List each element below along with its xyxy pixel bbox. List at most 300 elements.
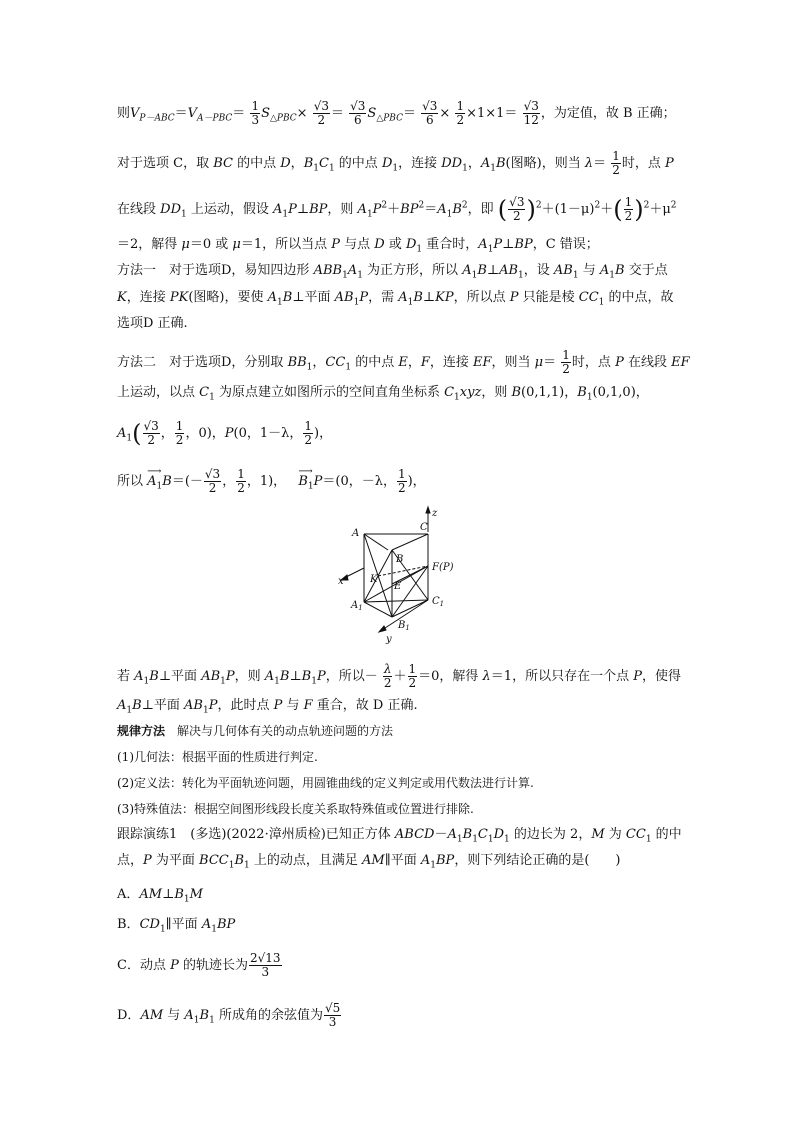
text: 选项D 正确.: [117, 316, 188, 331]
subscript: 1: [126, 705, 133, 716]
denominator: 2: [408, 676, 417, 690]
arrow-icon: ⟶: [298, 466, 313, 477]
text: ，: [222, 474, 236, 489]
line-15: [117, 748, 318, 766]
text: A: [347, 263, 358, 278]
subscript: 1: [487, 244, 494, 255]
text: B⊥B: [279, 669, 312, 684]
text: AM: [140, 1008, 164, 1023]
line-4: [117, 236, 599, 254]
text: DD: [160, 202, 181, 217]
subscript: 1: [472, 834, 478, 845]
text: A: [478, 237, 488, 252]
text: A: [184, 1008, 194, 1023]
text: EF: [473, 355, 492, 370]
denominator: 2: [304, 433, 313, 447]
fraction: [408, 663, 418, 690]
text: D: [493, 827, 505, 842]
text: ＝(0，－λ，: [322, 474, 396, 489]
text: V: [187, 106, 198, 121]
text: P: [170, 958, 179, 973]
subscript: 1: [462, 163, 468, 174]
denominator: 2: [147, 433, 155, 447]
text: μ: [181, 237, 190, 252]
subscript: 1: [307, 481, 314, 492]
text: ABCD: [394, 827, 435, 842]
text: D: [374, 237, 385, 252]
option-d: [117, 1002, 342, 1029]
text: ，则下列结论正确的是( ): [454, 853, 621, 868]
text: 时，点: [621, 156, 666, 171]
line-2: [117, 150, 674, 177]
denominator: 2: [208, 481, 217, 495]
label-e: E: [394, 581, 402, 592]
text: ，此时点: [217, 698, 274, 713]
subscript: 1: [345, 362, 352, 373]
text: D: [280, 156, 291, 171]
text: μ: [534, 355, 544, 370]
text: A: [264, 669, 275, 684]
text: xyz: [459, 385, 482, 400]
fraction: [236, 468, 246, 495]
text: ，: [312, 355, 326, 370]
fraction: [324, 1002, 341, 1029]
numerator: 1: [456, 99, 465, 113]
text: ，0)，: [185, 426, 225, 441]
y-axis-arrow-icon: [379, 626, 386, 632]
fraction: [249, 952, 282, 979]
text: 在线段: [117, 202, 161, 217]
text: (0，1－λ，: [233, 426, 303, 441]
subscript: △PBC: [269, 113, 297, 124]
superscript: 2: [594, 200, 601, 211]
subscript: 1: [454, 392, 460, 403]
subscript: 1: [306, 362, 313, 373]
vector-a1b: [147, 466, 172, 492]
text: 的中点: [334, 156, 382, 171]
text: B: [199, 1008, 210, 1023]
line-11: [117, 468, 426, 495]
fraction: [397, 468, 407, 495]
text: (1)几何法：根据平面的性质进行判定.: [117, 750, 318, 764]
text: 解决与几何体有关的动点轨迹问题的方法: [165, 724, 394, 738]
denominator: 2: [175, 433, 184, 447]
numerator: 1: [304, 419, 313, 433]
text: B: [462, 827, 473, 842]
line-3: [117, 196, 677, 223]
subscript: 1: [143, 676, 150, 687]
text: 的轨迹长为: [178, 958, 248, 973]
subscript: 1: [518, 270, 524, 281]
fraction: [421, 100, 438, 127]
paren: (: [613, 195, 623, 224]
superscript: 2: [643, 200, 650, 211]
text: A: [134, 669, 144, 684]
denominator: 3: [328, 1015, 337, 1029]
edge: [364, 600, 428, 602]
text: P: [208, 698, 218, 713]
numerator: 1: [562, 348, 570, 362]
line-12: [117, 663, 681, 690]
text: ＋: [600, 202, 614, 217]
numerator: λ: [383, 662, 392, 676]
edge: [364, 534, 388, 550]
text: D: [405, 237, 417, 252]
text: ×: [439, 106, 451, 121]
subscript: 1: [407, 297, 414, 308]
text: B: [495, 156, 506, 171]
text: EF: [671, 355, 690, 370]
text: ，: [467, 156, 481, 171]
text: ＝1，所以只存在一个点: [490, 669, 634, 684]
text: A: [117, 698, 127, 713]
text: AB: [334, 290, 354, 305]
numerator: 1: [175, 419, 184, 433]
subscript: 1: [487, 834, 494, 845]
text: ＝: [232, 106, 246, 121]
text: A: [599, 263, 610, 278]
text: B⊥: [282, 290, 305, 305]
text: A: [437, 202, 447, 217]
subscript: 1: [342, 270, 348, 281]
option-b: [117, 916, 235, 934]
label-b1: $B_1$: [398, 620, 410, 632]
text: V: [130, 106, 140, 121]
text: ＋μ: [649, 202, 671, 217]
arrow-icon: ⟶: [147, 466, 162, 477]
subscript: 1: [277, 297, 283, 308]
text: 与: [282, 698, 304, 713]
text: BP: [436, 853, 455, 868]
line-10: [117, 420, 332, 447]
text: ＝: [330, 106, 344, 121]
text: 的中点，故: [604, 290, 674, 305]
fraction: [561, 349, 571, 376]
label-a1: $A_1$: [351, 600, 363, 612]
text: B⊥: [132, 698, 154, 713]
label-k: K: [370, 574, 378, 585]
superscript: 2: [461, 200, 468, 211]
text: B: [162, 474, 172, 489]
text: 为: [604, 827, 626, 842]
superscript: 2: [535, 200, 542, 211]
subscript: 1: [430, 860, 436, 871]
denominator: 2: [562, 362, 570, 376]
text: C: [477, 827, 488, 842]
subscript: 1: [598, 297, 605, 308]
text: 与点: [340, 237, 375, 252]
text: DD: [441, 156, 463, 171]
text: ，连接: [126, 290, 170, 305]
text: (图略)，则当: [505, 156, 585, 171]
numerator: 1: [624, 195, 633, 209]
text: B: [452, 202, 462, 217]
text: PK: [169, 290, 189, 305]
subscript: 1: [490, 163, 496, 174]
denominator: 2: [383, 676, 392, 690]
text: ＝0 或: [189, 237, 233, 252]
text: P: [313, 474, 323, 489]
text: 交于点: [624, 263, 668, 278]
numerator: √3: [422, 99, 438, 113]
text: CC: [325, 355, 346, 370]
text: CD: [139, 917, 160, 932]
subscript: 1: [211, 924, 217, 935]
denominator: 2: [512, 209, 521, 223]
numerator: √3: [204, 467, 221, 481]
line-7: [117, 315, 188, 333]
subscript: 1: [456, 834, 463, 845]
text: 平面: [304, 290, 335, 305]
text: 点，: [117, 853, 144, 868]
text: 为原点建立如图所示的空间直角坐标系: [214, 385, 445, 400]
text: ，连接: [398, 156, 442, 171]
numerator: 1: [237, 467, 245, 481]
text: B．: [117, 917, 140, 932]
cube-diagram: [336, 502, 456, 647]
text: B: [298, 474, 308, 489]
text: (3)特殊值法：根据空间图形线段长度关系取特殊值或位置进行排除.: [117, 802, 474, 816]
numerator: 2√13: [249, 951, 281, 965]
text: ，需: [368, 290, 399, 305]
subscript: 1: [328, 163, 335, 174]
subscript: 1: [311, 676, 317, 687]
text: P: [224, 426, 234, 441]
text: 为正方形，所以: [362, 263, 463, 278]
denominator: 2: [317, 113, 326, 127]
text: B: [577, 385, 587, 400]
text: P: [316, 669, 326, 684]
fraction: [383, 663, 393, 690]
subscript: 1: [586, 392, 593, 403]
text: B: [615, 263, 625, 278]
line-5: [117, 262, 668, 280]
subscript: 1: [274, 676, 280, 687]
text: 与: [578, 263, 600, 278]
text: ，所以－: [325, 669, 378, 684]
text: M: [189, 887, 203, 902]
label-a: A: [352, 528, 360, 539]
line-9: [117, 384, 649, 402]
text: K: [117, 290, 127, 305]
text: A: [398, 290, 408, 305]
fraction: [523, 100, 540, 127]
vector-b1p: [298, 466, 323, 492]
edge: [392, 534, 428, 550]
line-19: [117, 852, 620, 870]
text: ，则: [481, 385, 512, 400]
numerator: √3: [313, 99, 329, 113]
text: ＝2，解得: [117, 237, 182, 252]
subscript: 1: [357, 270, 363, 281]
text: CC: [625, 827, 646, 842]
fraction: [313, 100, 330, 127]
text: D: [381, 156, 393, 171]
text: (0,1,0)，: [592, 385, 649, 400]
line-1: [117, 100, 676, 127]
text: B: [511, 385, 522, 400]
text: ，则: [327, 202, 358, 217]
text: 方法二 对于选项D，分别取: [117, 355, 288, 370]
text: ∥平面: [165, 917, 202, 932]
text: ＝(－: [171, 474, 203, 489]
text: ，C 错误；: [532, 237, 599, 252]
text: B⊥AB: [477, 263, 519, 278]
denominator: 12: [523, 113, 539, 127]
text: ＝: [424, 202, 438, 217]
fraction: [143, 420, 160, 447]
label-c: C: [420, 522, 428, 533]
subscript: 1: [209, 392, 215, 403]
text: 只能是棱: [518, 290, 579, 305]
numerator: √5: [324, 1001, 341, 1015]
option-c: [117, 952, 283, 979]
text: 跟踪演练1 (多选)(2022·漳州质检)已知正方体: [117, 827, 395, 842]
text: P: [331, 237, 341, 252]
text: P⊥BP: [288, 202, 328, 217]
text: ＝: [593, 156, 607, 171]
paren: ): [526, 195, 536, 224]
text: P: [143, 853, 152, 868]
text: P: [665, 156, 674, 171]
text: )，: [407, 474, 426, 489]
text: C．动点: [117, 958, 171, 973]
numerator: √3: [509, 195, 525, 209]
subscript: 1: [446, 209, 453, 220]
subscript: 1: [572, 270, 579, 281]
label-x: x: [338, 576, 344, 587]
text: ，即: [467, 202, 498, 217]
subscript: 1: [183, 894, 190, 905]
denominator: 3: [261, 965, 270, 979]
text: 的中: [651, 827, 682, 842]
fraction: [611, 150, 621, 177]
text: A: [420, 853, 431, 868]
paren: (: [497, 195, 508, 224]
text: (0,1,1)，: [521, 385, 578, 400]
text: 对于选项 C，取: [117, 156, 214, 171]
text: BCC: [199, 853, 229, 868]
text: ，: [407, 355, 421, 370]
text: (图略)，要使: [188, 290, 268, 305]
text: 在线段: [623, 355, 672, 370]
fraction: [250, 100, 260, 127]
text: ，则: [234, 669, 265, 684]
fraction: [303, 420, 313, 447]
denominator: 6: [425, 113, 434, 127]
subscript: 1: [181, 209, 187, 220]
subscript: 1: [156, 481, 163, 492]
text: ＝: [402, 106, 416, 121]
superscript: 2: [418, 200, 425, 211]
text: A．: [117, 887, 140, 902]
fraction: [455, 100, 465, 127]
text: 为平面: [151, 853, 200, 868]
subscript: 1: [193, 1015, 200, 1026]
text: C: [199, 385, 210, 400]
fraction: [349, 100, 366, 127]
denominator: 6: [353, 113, 362, 127]
subscript: 1: [313, 163, 319, 174]
text: ，连接: [429, 355, 474, 370]
text: 上运动，以点: [117, 385, 200, 400]
line-18: [117, 826, 682, 844]
text: B⊥: [149, 669, 172, 684]
text: 的中点: [232, 156, 281, 171]
text: BP: [400, 202, 419, 217]
text: 的边长为 2，: [509, 827, 592, 842]
text: A: [117, 426, 127, 441]
text: ，: [290, 156, 304, 171]
text: ＋: [387, 202, 401, 217]
numerator: 1: [251, 99, 260, 113]
numerator: 1: [397, 467, 406, 481]
text: (2)定义法：转化为平面轨迹问题，用圆锥曲线的定义判定或用代数法进行计算.: [117, 776, 534, 790]
text: 所以: [117, 474, 148, 489]
z-axis-arrow-icon: [426, 507, 430, 513]
text: P: [273, 698, 283, 713]
text: E: [398, 355, 408, 370]
text: 平面: [153, 698, 185, 713]
fraction: [175, 420, 185, 447]
denominator: 2: [624, 209, 633, 223]
text: A: [273, 202, 283, 217]
denominator: 2: [237, 481, 245, 495]
text: F: [420, 355, 430, 370]
text: P: [633, 669, 642, 684]
text: P: [509, 290, 519, 305]
label-f: F(P): [432, 562, 454, 573]
text: P⊥BP: [493, 237, 533, 252]
text: 或: [384, 237, 406, 252]
line-13: [117, 697, 418, 715]
line-14: [117, 722, 393, 740]
text: )，: [314, 426, 333, 441]
superscript: 2: [381, 200, 388, 211]
text: λ: [584, 156, 594, 171]
text: 所成角的余弦值为: [214, 1008, 323, 1023]
subscript: P－ABC: [139, 113, 175, 124]
text: AM⊥B: [139, 887, 184, 902]
numerator: √3: [350, 99, 366, 113]
text: C: [444, 385, 455, 400]
text: AB: [553, 263, 573, 278]
subscript: 1: [244, 860, 250, 871]
text: 重合时，: [422, 237, 479, 252]
text: ＋(1－μ): [541, 202, 595, 217]
text: ，1)，: [246, 474, 287, 489]
numerator: 1: [612, 149, 620, 163]
text: μ: [232, 237, 241, 252]
numerator: √3: [143, 419, 159, 433]
segment-pk: [378, 566, 428, 576]
text: S: [367, 106, 377, 121]
subscript: 1: [126, 433, 133, 444]
text: S: [261, 106, 270, 121]
subscript: 1: [220, 676, 226, 687]
denominator: 2: [397, 481, 406, 495]
label-y: y: [386, 634, 392, 645]
text: C: [318, 156, 329, 171]
text: ＝: [174, 106, 188, 121]
subscript: 1: [282, 209, 289, 220]
text: A: [480, 156, 491, 171]
subscript: △PBC: [376, 113, 403, 124]
subscript: 1: [353, 297, 360, 308]
label-b: B: [396, 554, 404, 565]
text: BC: [213, 156, 233, 171]
text: A: [462, 263, 472, 278]
